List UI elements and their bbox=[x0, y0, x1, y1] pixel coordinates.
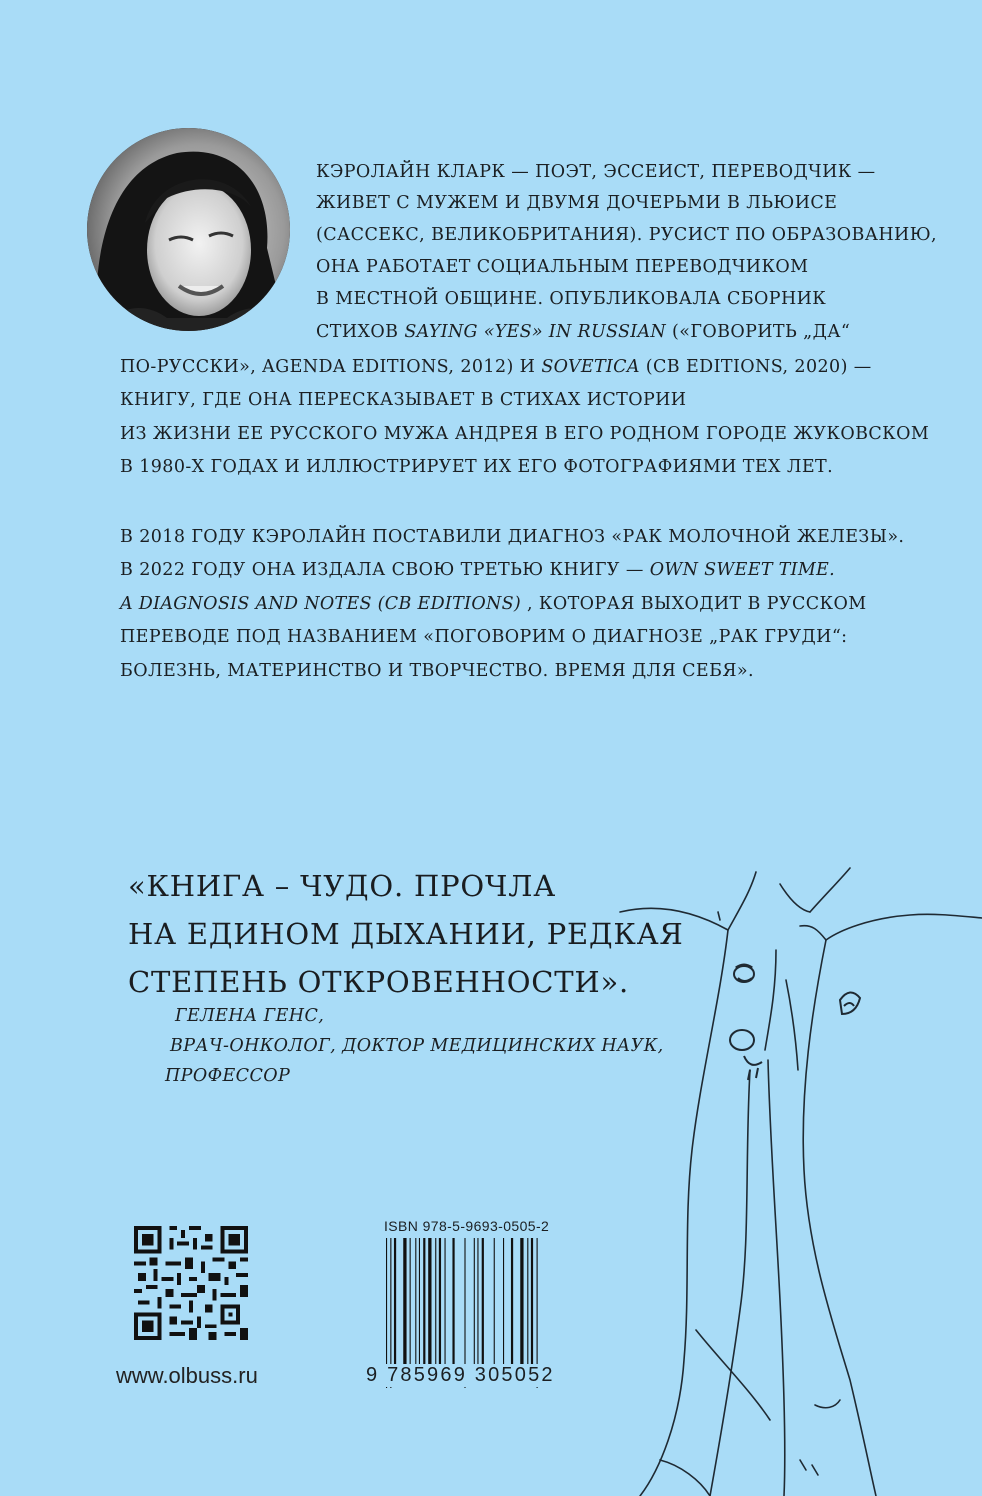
publisher-website[interactable]: www.olbuss.ru bbox=[116, 1363, 258, 1388]
bio-line: КЭРОЛАЙН КЛАРК — ПОЭТ, ЭССЕИСТ, ПЕРЕВОДЧИК — bbox=[316, 162, 876, 182]
barcode-bar bbox=[452, 1238, 454, 1376]
author-photo bbox=[87, 128, 290, 331]
quote-author-role: ВРАЧ-ОНКОЛОГ, ДОКТОР МЕДИЦИНСКИХ НАУК, bbox=[170, 1036, 664, 1056]
bio-line: (САССЕКС, ВЕЛИКОБРИТАНИЯ). РУСИСТ ПО ОБРАЗОВАНИЮ, bbox=[316, 225, 937, 245]
barcode-bar bbox=[435, 1238, 436, 1376]
barcode-bar bbox=[419, 1238, 420, 1376]
barcode-bar bbox=[503, 1238, 504, 1376]
qr-code[interactable] bbox=[134, 1226, 248, 1340]
barcode-bar bbox=[403, 1238, 406, 1376]
bio-line: В МЕСТНОЙ ОБЩИНЕ. ОПУБЛИКОВАЛА СБОРНИК bbox=[316, 289, 827, 309]
diagnosis-line: БОЛЕЗНЬ, МАТЕРИНСТВО И ТВОРЧЕСТВО. ВРЕМЯ ДЛЯ СЕБЯ». bbox=[120, 661, 754, 681]
barcode-bar bbox=[494, 1238, 495, 1376]
quote-author: ГЕЛЕНА ГЕНС, bbox=[175, 1006, 325, 1026]
barcode-bar bbox=[423, 1238, 425, 1376]
barcode-bar bbox=[527, 1238, 528, 1376]
review-quote bbox=[128, 862, 684, 1006]
diagnosis-line: A DIAGNOSIS AND NOTES (CB EDITIONS) , КОТОРАЯ ВЫХОДИТ В РУССКОМ bbox=[120, 594, 867, 614]
barcode-bar bbox=[428, 1238, 431, 1376]
barcode-bar bbox=[531, 1238, 533, 1376]
bio-line: ПО-РУССКИ», AGENDA EDITIONS, 2012) И SOVETICA (CB EDITIONS, 2020) — bbox=[120, 357, 872, 377]
quote-line: «КНИГА – ЧУДО. ПРОЧЛА bbox=[128, 869, 556, 903]
quote-line: НА ЕДИНОМ ДЫХАНИИ, РЕДКАЯ bbox=[128, 917, 684, 951]
barcode-bar bbox=[474, 1238, 475, 1376]
bio-line: ЖИВЕТ С МУЖЕМ И ДВУМЯ ДОЧЕРЬМИ В ЛЬЮИСЕ bbox=[316, 193, 838, 213]
barcode-bar bbox=[477, 1238, 478, 1376]
barcode-bar bbox=[445, 1238, 446, 1376]
bio-line: КНИГУ, ГДЕ ОНА ПЕРЕСКАЗЫВАЕТ В СТИХАХ ИСТОРИИ bbox=[120, 390, 687, 410]
barcode-bar bbox=[439, 1238, 441, 1376]
barcode-bar bbox=[415, 1238, 416, 1376]
diagnosis-line: В 2022 ГОДУ ОНА ИЗДАЛА СВОЮ ТРЕТЬЮ КНИГУ — OWN SWEET TIME. bbox=[120, 560, 835, 580]
ean-digits: 9 785969 305052 bbox=[366, 1364, 555, 1386]
quote-author-title: ПРОФЕССОР bbox=[165, 1066, 291, 1086]
bio-line: ОНА РАБОТАЕТ СОЦИАЛЬНЫМ ПЕРЕВОДЧИКОМ bbox=[316, 257, 809, 277]
quote-line: СТЕПЕНЬ ОТКРОВЕННОСТИ». bbox=[128, 965, 630, 999]
bio-line: СТИХОВ SAYING «YES» IN RUSSIAN («ГОВОРИТЬ „ДА“ bbox=[316, 322, 851, 342]
barcode-bar bbox=[482, 1238, 484, 1376]
bio-line: В 1980-Х ГОДАХ И ИЛЛЮСТРИРУЕТ ИХ ЕГО ФОТОГРАФИЯМИ ТЕХ ЛЕТ. bbox=[120, 457, 834, 477]
barcode-bar bbox=[410, 1238, 411, 1376]
diagnosis-line: В 2018 ГОДУ КЭРОЛАЙН ПОСТАВИЛИ ДИАГНОЗ «РАК МОЛОЧНОЙ ЖЕЛЕЗЫ». bbox=[120, 527, 905, 547]
bio-line: ИЗ ЖИЗНИ ЕЕ РУССКОГО МУЖА АНДРЕЯ В ЕГО РОДНОМ ГОРОДЕ ЖУКОВСКОМ bbox=[120, 424, 930, 444]
diagnosis-line: ПЕРЕВОДЕ ПОД НАЗВАНИЕМ «ПОГОВОРИМ О ДИАГНОЗЕ „РАК ГРУДИ“: bbox=[120, 627, 848, 647]
barcode-bar bbox=[520, 1238, 523, 1376]
isbn-label: ISBN 978-5-9693-0505-2 bbox=[384, 1218, 550, 1234]
barcode-bar bbox=[394, 1238, 396, 1376]
barcode-bar bbox=[511, 1238, 513, 1376]
